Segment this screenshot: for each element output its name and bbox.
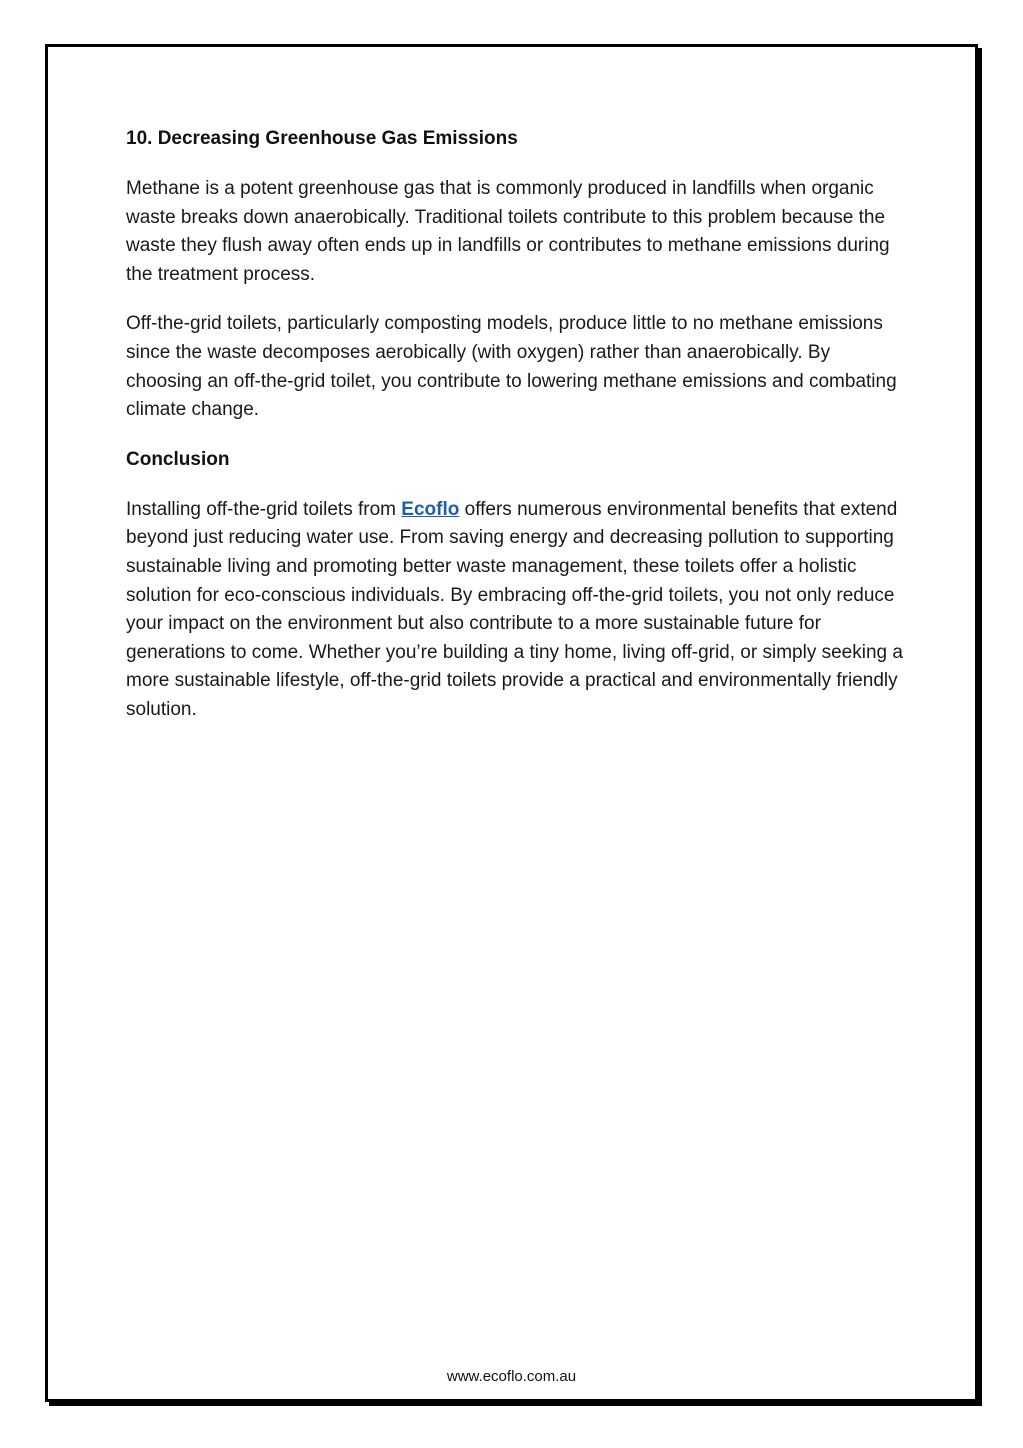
conclusion-text-end: offers numerous environmental benefits that extend beyond just reducing water use. From saving energy and decreasing pollution to supporting sustainable living and promoting better waste management, these toilets offer a holistic solution for eco-conscious individuals. By embracing off-the-grid toilets, you not only reduce your impact on the environment but also contribute to a more sustainable future for generations to come. Whether you’re building a tiny home, living off-grid, or simply seeking a more sustainable lifestyle, off-the-grid toilets provide a practical and environmentally friendly solution.	[126, 498, 903, 720]
ecoflo-link[interactable]: Ecoflo	[401, 498, 460, 520]
section-heading: 10. Decreasing Greenhouse Gas Emissions	[126, 128, 518, 149]
paragraph-off-grid: Off-the-grid toilets, particularly composting models, produce little to no methane emissions since the waste decomposes aerobically (with oxygen) rather than anaerobically. By choosing an off-the-grid toilet, you contribute to lowering methane emissions and combating climate change.	[126, 313, 897, 421]
paragraph-conclusion	[126, 496, 906, 725]
page-frame	[45, 44, 978, 1402]
conclusion-text-start: Installing off-the-grid toilets from	[126, 498, 402, 520]
footer-url: www.ecoflo.com.au	[446, 1368, 577, 1385]
document-content	[126, 125, 906, 746]
conclusion-heading: Conclusion	[126, 448, 230, 470]
paragraph-methane: Methane is a potent greenhouse gas that is commonly produced in landfills when organic waste breaks down anaerobically. Traditional toilets contribute to this problem because the waste they flush away often ends up in landfills or contributes to methane emissions during the treatment process.	[126, 178, 890, 285]
